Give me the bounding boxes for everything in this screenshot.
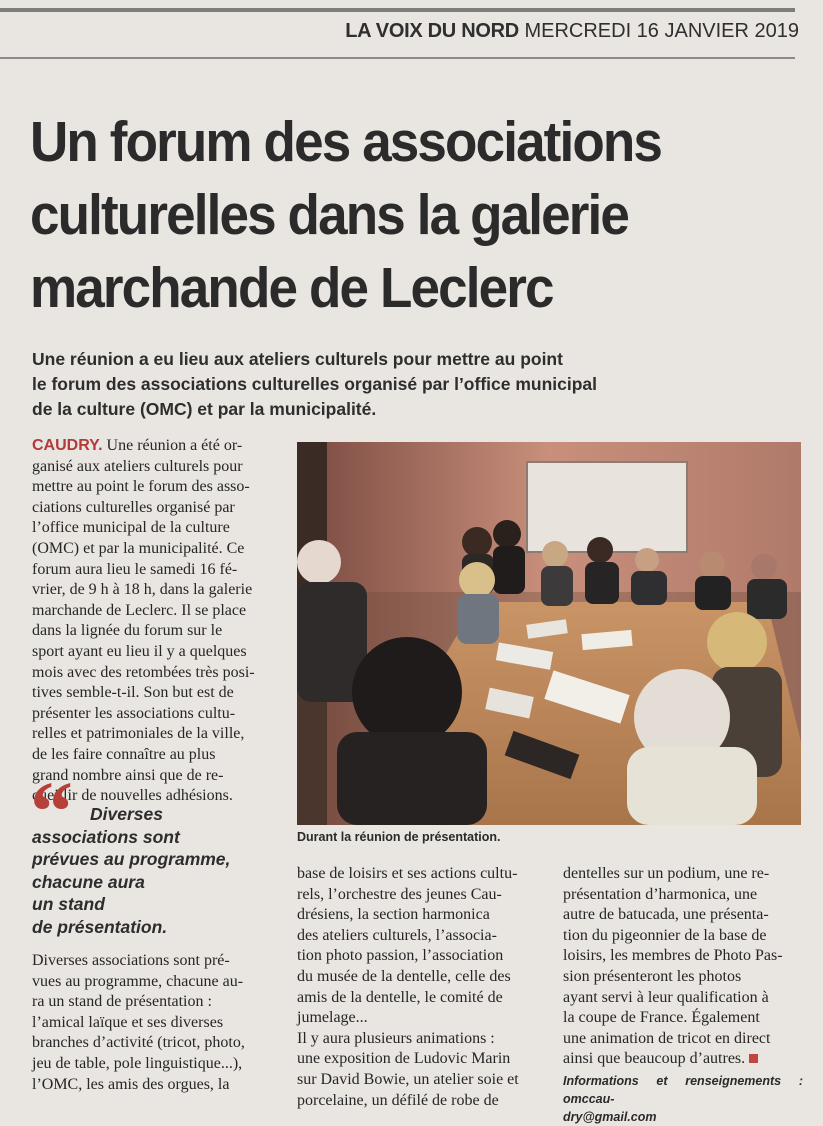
- body-line: une animation de tricot en direct: [563, 1029, 771, 1047]
- headline-line: Un forum des associations: [30, 110, 662, 174]
- body-line: Diverses associations sont pré-: [32, 952, 230, 969]
- lead-line: de les faire connaître au plus: [32, 745, 216, 763]
- lead-line: cueillir de nouvelles adhésions.: [32, 787, 233, 805]
- info-line: dry@gmail.com: [563, 1109, 657, 1124]
- body-line: rels, l’orchestre des jeunes Cau-: [297, 885, 502, 903]
- headline-line: marchande de Leclerc: [30, 256, 553, 320]
- lead-line: forum aura lieu le samedi 16 fé-: [32, 560, 238, 578]
- body-line: dentelles sur un podium, une re-: [563, 865, 770, 882]
- contact-info: [563, 1072, 803, 1126]
- body-line: du musée de la dentelle, celle des: [297, 967, 511, 985]
- body-line: des ateliers culturels, l’associa-: [297, 926, 497, 944]
- top-rule: [0, 8, 795, 12]
- lead-line: présenter les associations cultu-: [32, 704, 236, 722]
- body-line: l’amical laïque et ses diverses: [32, 1013, 224, 1031]
- body-line: autre de batucada, une présenta-: [563, 906, 769, 924]
- lead-line: marchande de Leclerc. Il se place: [32, 601, 247, 619]
- deck-line: le forum des associations culturelles organisé par l’office municipal: [32, 374, 598, 394]
- deck: [32, 347, 732, 422]
- article-col1-lower: [32, 951, 287, 1095]
- lead-line: ciations culturelles organisé par: [32, 498, 235, 516]
- body-line: drésiens, la section harmonica: [297, 906, 490, 924]
- lead-line: (OMC) et par la municipalité. Ce: [32, 539, 245, 557]
- info-line: Informations et renseignements : omccau-: [563, 1073, 803, 1106]
- lead-line-first: [32, 436, 287, 457]
- quote-line: prévues au programme,: [32, 849, 231, 869]
- lead-line: l’office municipal de la culture: [32, 519, 230, 537]
- body-line: base de loisirs et ses actions cultu-: [297, 865, 518, 882]
- lead-line: grand nombre ainsi que de re-: [32, 766, 224, 784]
- body-line: porcelaine, un défilé de robe de: [297, 1091, 499, 1109]
- double-quote-icon: “: [30, 763, 73, 859]
- masthead-paper: LA VOIX DU NORD: [345, 20, 519, 42]
- body-line: jeu de table, pole linguistique...),: [32, 1054, 243, 1072]
- lead-line: Une réunion a été or-: [106, 437, 243, 454]
- meeting-photo-illustration: [297, 442, 801, 825]
- lead-line: dans la lignée du forum sur le: [32, 622, 223, 640]
- masthead-date: MERCREDI 16 JANVIER 2019: [524, 20, 799, 42]
- body-line: branches d’activité (tricot, photo,: [32, 1034, 245, 1052]
- dateline: CAUDRY.: [32, 437, 103, 454]
- lead-line: relles et patrimoniales de la ville,: [32, 725, 245, 743]
- quote-line: un stand: [32, 894, 105, 914]
- photo-caption: Durant la réunion de présentation.: [297, 830, 501, 844]
- body-line: tion du pigeonnier de la base de: [563, 926, 767, 944]
- deck-line: Une réunion a eu lieu aux ateliers culturels pour mettre au point: [32, 349, 563, 369]
- lead-line: sport ayant eu lieu il y a quelques: [32, 642, 247, 660]
- body-line: sion présenteront les photos: [563, 967, 742, 985]
- body-line: sur David Bowie, un atelier soie et: [297, 1070, 519, 1088]
- body-line: [563, 1049, 803, 1070]
- masthead-rule: [0, 57, 795, 59]
- body-line-text: ainsi que beaucoup d’autres.: [563, 1050, 746, 1068]
- lead-line: mois avec des retombées très posi-: [32, 663, 255, 681]
- body-line: une exposition de Ludovic Marin: [297, 1050, 511, 1068]
- body-line: vues au programme, chacune au-: [32, 972, 244, 990]
- meeting-photo: [297, 442, 801, 825]
- body-line: Il y aura plusieurs animations :: [297, 1029, 495, 1047]
- quote-line: associations sont: [32, 826, 180, 847]
- body-line: ayant servi à leur qualification à: [563, 988, 769, 1006]
- quote-line: de présentation.: [32, 916, 168, 937]
- article-lead: [32, 436, 287, 807]
- quote-line: Diverses: [90, 804, 163, 824]
- body-line: la coupe de France. Également: [563, 1009, 760, 1027]
- lead-line: tives semble-t-il. Son but est de: [32, 684, 234, 702]
- article-col2: [297, 864, 537, 1111]
- lead-line: mettre au point le forum des asso-: [32, 478, 250, 496]
- end-square-icon: [749, 1054, 758, 1063]
- body-line: présentation d’harmonica, une: [563, 885, 758, 903]
- body-line: tion photo passion, l’association: [297, 947, 504, 965]
- quote-line: chacune aura: [32, 871, 145, 892]
- body-line: l’OMC, les amis des orgues, la: [32, 1075, 230, 1093]
- lead-line: ganisé aux ateliers culturels pour: [32, 457, 243, 475]
- body-line: jumelage...: [297, 1009, 368, 1027]
- headline: [30, 106, 755, 325]
- lead-line: vrier, de 9 h à 18 h, dans la galerie: [32, 581, 253, 599]
- body-line: ra un stand de présentation :: [32, 993, 212, 1011]
- body-line: loisirs, les membres de Photo Pas-: [563, 947, 783, 965]
- masthead: [345, 20, 799, 43]
- article-col3: [563, 864, 803, 1126]
- pull-quote: [32, 803, 297, 938]
- deck-line: de la culture (OMC) et par la municipalité.: [32, 399, 377, 419]
- body-line: amis de la dentelle, le comité de: [297, 988, 503, 1006]
- headline-line: culturelles dans la galerie: [30, 183, 628, 247]
